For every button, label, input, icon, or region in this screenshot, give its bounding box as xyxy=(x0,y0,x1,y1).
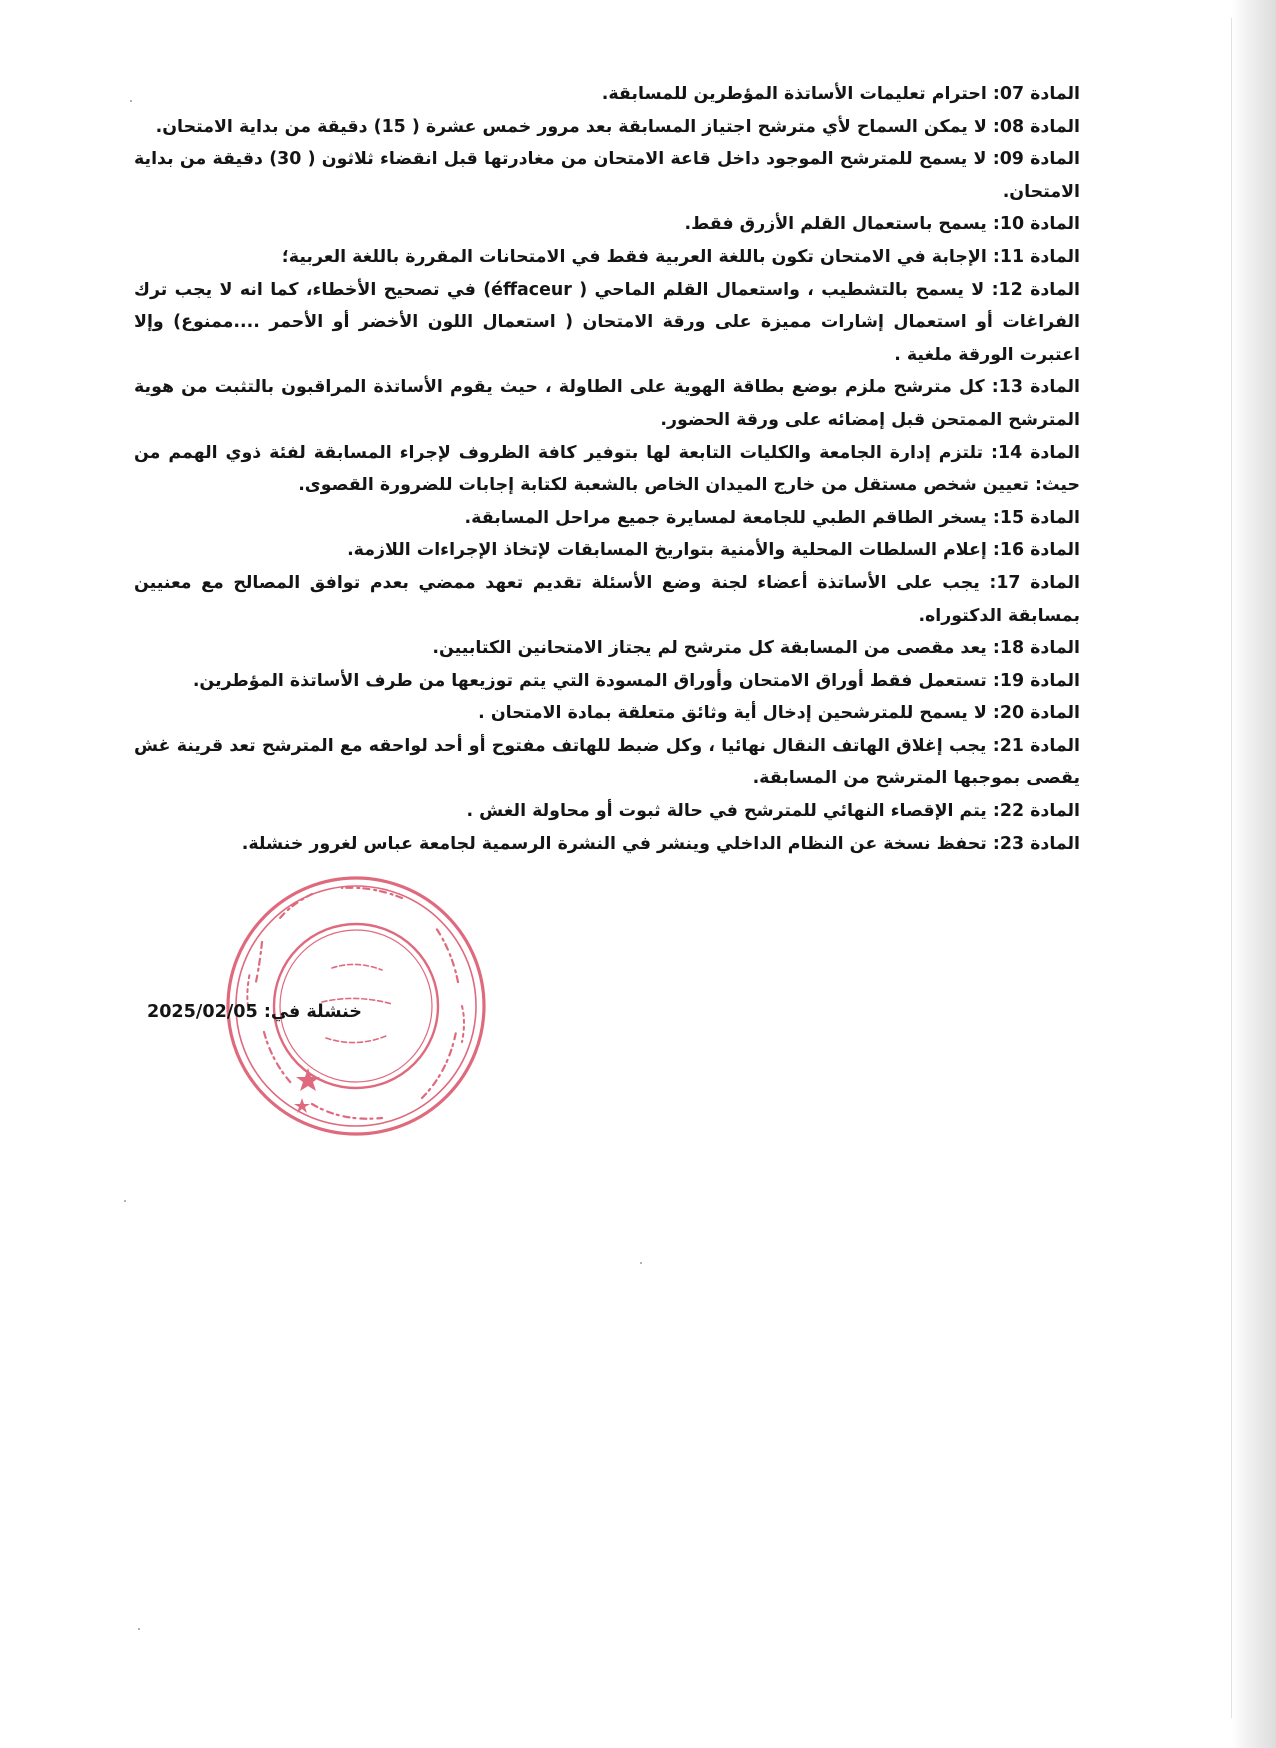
article-14 xyxy=(134,437,1080,502)
article-label: المادة xyxy=(1030,84,1080,104)
article-label: المادة xyxy=(1030,279,1080,300)
article-label: المادة xyxy=(1030,735,1081,756)
article-18 xyxy=(134,632,1080,665)
article-text: يجب إغلاق الهاتف النقال نهائيا ، وكل ضبط للهاتف مفتوح أو أحد لواحقه مع المترشح تعد قرينة غش يقصى بموجبها المترشح من المسابقة. xyxy=(134,735,1080,789)
article-number: 21: xyxy=(992,735,1024,756)
scan-speck xyxy=(640,1262,642,1264)
article-text: تحفظ نسخة عن النظام الداخلي وينشر في النشرة الرسمية لجامعة عباس لغرور خنشلة. xyxy=(241,833,987,854)
article-text: يسمح باستعمال القلم الأزرق فقط. xyxy=(684,214,987,235)
article-11 xyxy=(134,241,1080,274)
article-label: المادة xyxy=(1030,442,1080,463)
page-edge-shadow xyxy=(1232,0,1276,1748)
article-text: لا يسمح بالتشطيب ، واستعمال القلم الماحي ( éffaceur) في تصحيح الأخطاء، كما انه لا يجب ترك الفراغات أو استعمال إشارات مميزة على ورقة الامتحان ( استعمال اللون الأخضر أو الأحمر ....ممنوع) وإلا اعتبرت الورقة ملغية . xyxy=(134,279,1080,365)
article-12 xyxy=(134,274,1080,372)
article-text: لا يسمح للمترشحين إدخال أية وثائق متعلقة بمادة الامتحان . xyxy=(478,703,987,724)
article-10 xyxy=(134,208,1080,241)
article-number: 13: xyxy=(991,377,1023,398)
article-number: 12: xyxy=(991,279,1023,300)
article-number: 20: xyxy=(992,703,1025,724)
article-number: 23: xyxy=(992,833,1025,854)
article-text: احترام تعليمات الأساتذة المؤطرين للمسابقة. xyxy=(601,84,987,104)
article-text: يعد مقصى من المسابقة كل مترشح لم يجتاز الامتحانين الكتابيين. xyxy=(432,638,987,659)
article-text: لا يسمح للمترشح الموجود داخل قاعة الامتحان من مغادرتها قبل انقضاء ثلاثون ( 30) دقيقة من بداية الامتحان. xyxy=(134,149,1080,202)
article-label: المادة xyxy=(1030,670,1080,691)
article-label: المادة xyxy=(1030,638,1080,659)
regulations-text xyxy=(134,78,1080,860)
article-label: المادة xyxy=(1030,507,1080,528)
article-text: يتم الإقصاء النهائي للمترشح في حالة ثبوت أو محاولة الغش . xyxy=(466,801,987,822)
article-number: 19: xyxy=(992,670,1025,691)
scan-speck xyxy=(124,1200,126,1202)
signature-place-date xyxy=(132,1002,362,1022)
article-label: المادة xyxy=(1030,116,1080,137)
signature-date: 2025/02/05 xyxy=(146,1002,258,1022)
signature-place: خنشلة في: xyxy=(263,1002,362,1022)
article-13 xyxy=(134,371,1080,436)
article-number: 11: xyxy=(992,246,1025,267)
article-15 xyxy=(134,502,1080,535)
article-21 xyxy=(134,730,1080,795)
article-number: 16: xyxy=(992,540,1025,561)
article-number: 09: xyxy=(992,149,1024,170)
article-label: المادة xyxy=(1030,572,1080,593)
star-icon xyxy=(294,1068,320,1113)
article-number: 15: xyxy=(992,507,1025,528)
article-09 xyxy=(134,143,1080,208)
article-text: كل مترشح ملزم بوضع بطاقة الهوية على الطاولة ، حيث يقوم الأساتذة المراقبون بالتثبت من هوية المترشح الممتحن قبل إمضائه على ورقة الحضور. xyxy=(134,377,1080,430)
article-label: المادة xyxy=(1030,246,1080,267)
article-17 xyxy=(134,567,1080,632)
article-text: الإجابة في الامتحان تكون باللغة العربية فقط في الامتحانات المقررة باللغة العربية؛ xyxy=(281,246,987,267)
scan-speck xyxy=(138,1628,140,1630)
article-text: يسخر الطاقم الطبي للجامعة لمسايرة جميع مراحل المسابقة. xyxy=(464,507,987,528)
article-label: المادة xyxy=(1030,703,1080,724)
article-08 xyxy=(134,111,1080,144)
article-label: المادة xyxy=(1030,833,1080,854)
article-text: يجب على الأساتذة أعضاء لجنة وضع الأسئلة تقديم تعهد ممضي بعدم توافق المصالح مع معنيين بمسابقة الدكتوراه. xyxy=(134,572,1080,626)
article-number: 22: xyxy=(992,801,1025,822)
article-label: المادة xyxy=(1030,540,1080,561)
page-edge-line xyxy=(1231,18,1232,1718)
article-23 xyxy=(134,828,1080,861)
article-number: 14: xyxy=(991,442,1023,463)
article-number: 17: xyxy=(989,572,1021,593)
article-16 xyxy=(134,534,1080,567)
article-label: المادة xyxy=(1030,801,1080,822)
article-label: المادة xyxy=(1030,149,1080,170)
article-text: تلتزم إدارة الجامعة والكليات التابعة لها بتوفير كافة الظروف لإجراء المسابقة لفئة ذوي الهمم من حيث: تعيين شخص مستقل من خارج الميدان الخاص بالشعبة لكتابة إجابات للضرورة القصوى. xyxy=(134,442,1080,496)
article-number: 18: xyxy=(992,638,1025,659)
article-label: المادة xyxy=(1030,214,1080,235)
article-number: 07: xyxy=(992,84,1025,104)
article-text: لا يمكن السماح لأي مترشح اجتياز المسابقة بعد مرور خمس عشرة ( 15) دقيقة من بداية الامتحان. xyxy=(155,116,987,137)
article-text: تستعمل فقط أوراق الامتحان وأوراق المسودة التي يتم توزيعها من طرف الأساتذة المؤطرين. xyxy=(192,670,987,691)
article-number: 08: xyxy=(992,116,1025,137)
scan-speck xyxy=(130,100,132,102)
article-19 xyxy=(134,665,1080,698)
article-number: 10: xyxy=(992,214,1025,235)
article-text: إعلام السلطات المحلية والأمنية بتواريخ المسابقات لإتخاذ الإجراءات اللازمة. xyxy=(347,540,987,561)
article-07 xyxy=(134,78,1080,111)
article-label: المادة xyxy=(1030,377,1080,398)
article-22 xyxy=(134,795,1080,828)
article-20 xyxy=(134,697,1080,730)
